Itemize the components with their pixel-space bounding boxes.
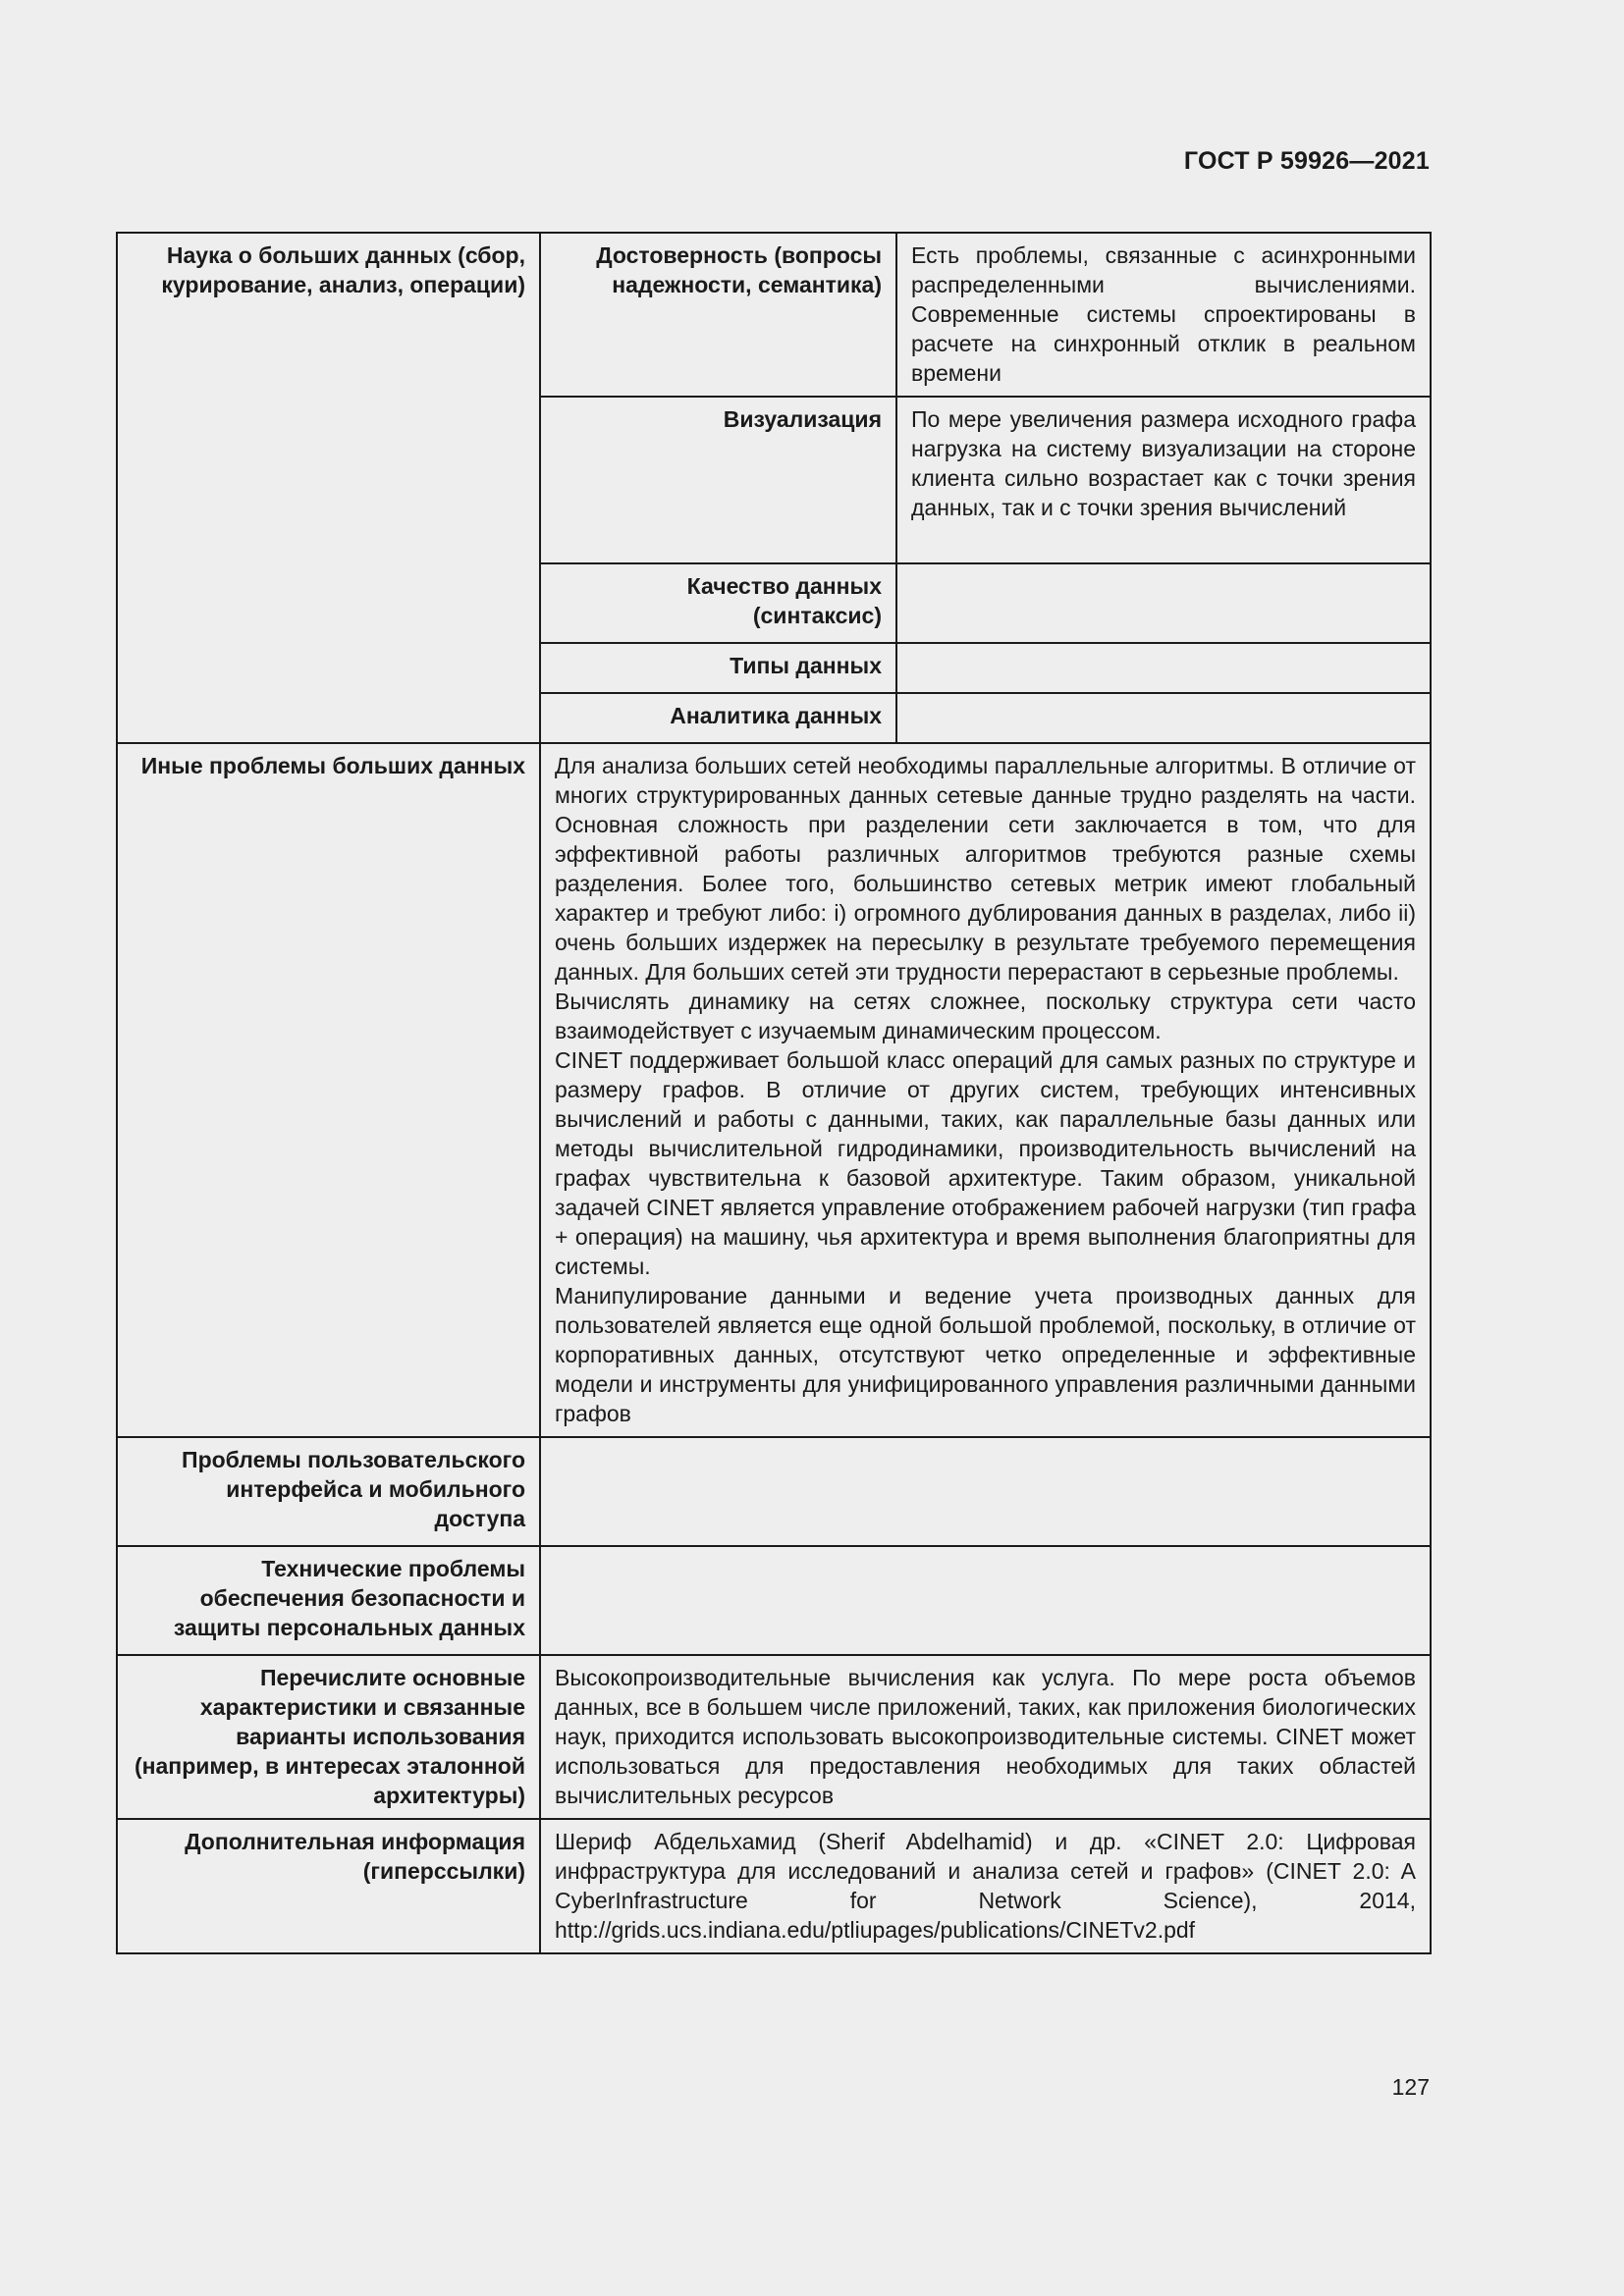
section-label-ui-mobile: Проблемы пользовательского интерфейса и мобильного доступа (117, 1437, 540, 1546)
paragraph: CINET поддерживает большой класс операций для самых разных по структуре и размеру графов. В отличие от других систем, требующих интенсивных вычислений и работы с данными, таких, как параллельные базы данных или методы вычислительной гидродинамики, производительность вычислений на графах чувствительна к базовой архитектуре. Таким образом, уникальной задачей CINET является управление отображением рабочей нагрузки (тип графа + операция) на машину, чья архитектура и время выполнения благоприятны для системы. (555, 1047, 1416, 1279)
paragraph: Манипулирование данными и ведение учета производных данных для пользователей является еще одной большой проблемой, поскольку, в отличие от корпоративных данных, отсутствуют четко определенные и эффективные модели и инструменты для унифицированного управления различными данными графов (555, 1283, 1416, 1426)
sub-label-data-types: Типы данных (540, 643, 896, 693)
paragraph: Вычислять динамику на сетях сложнее, поскольку структура сети часто взаимодействует с изучаемым динамическим процессом. (555, 988, 1416, 1043)
section-label-big-data-science: Наука о больших данных (сбор, курирование, анализ, операции) (117, 233, 540, 743)
sub-label-data-analytics: Аналитика данных (540, 693, 896, 743)
page-number: 127 (1391, 2074, 1430, 2100)
other-problems-text (540, 743, 1431, 1437)
use-case-table (116, 232, 1432, 1954)
section-label-characteristics: Перечислите основные характеристики и связанные варианты использования (например, в интересах эталонной архитектуры) (117, 1655, 540, 1819)
value-data-types (896, 643, 1431, 693)
table-row (117, 1437, 1431, 1546)
sub-label-veracity: Достоверность (вопросы надежности, семантика) (540, 233, 896, 397)
table-row (117, 1655, 1431, 1819)
document-code: ГОСТ Р 59926—2021 (1183, 147, 1430, 175)
table-row (117, 233, 1431, 397)
section-label-security: Технические проблемы обеспечения безопасности и защиты персональных данных (117, 1546, 540, 1655)
table-row (117, 743, 1431, 1437)
value-security (540, 1546, 1431, 1655)
table-row (117, 1819, 1431, 1953)
section-label-other-problems: Иные проблемы больших данных (117, 743, 540, 1437)
value-visualization: По мере увеличения размера исходного графа нагрузка на систему визуализации на стороне клиента сильно возрастает как с точки зрения данных, так и с точки зрения вычислений (896, 397, 1431, 563)
sub-label-data-quality: Качество данных (синтаксис) (540, 563, 896, 643)
value-data-analytics (896, 693, 1431, 743)
value-ui-mobile (540, 1437, 1431, 1546)
table-row (117, 1546, 1431, 1655)
value-data-quality (896, 563, 1431, 643)
value-veracity: Есть проблемы, связанные с асинхронными распределенными вычислениями. Современные системы спроектированы в расчете на синхронный отклик в реальном времени (896, 233, 1431, 397)
value-additional-info: Шериф Абдельхамид (Sherif Abdelhamid) и др. «CINET 2.0: Цифровая инфраструктура для исследований и анализа сетей и графов» (CINET 2.0: A CyberInfrastructure for Network Science), 2014, http://grids.ucs.indiana.edu/ptliupages/publications/CINETv2.pdf (540, 1819, 1431, 1953)
paragraph: Для анализа больших сетей необходимы параллельные алгоритмы. В отличие от многих структурированных данных сетевые данные трудно разделять на части. Основная сложность при разделении сети заключается в том, что для эффективной работы различных алгоритмов требуются разные схемы разделения. Более того, большинство сетевых метрик имеют глобальный характер и требуют либо: i) огромного дублирования данных в разделах, либо ii) очень больших издержек на пересылку в результате требуемого перемещения данных. Для больших сетей эти трудности перерастают в серьезные проблемы. (555, 753, 1416, 985)
sub-label-visualization: Визуализация (540, 397, 896, 563)
section-label-additional-info: Дополнительная информация (гиперссылки) (117, 1819, 540, 1953)
value-characteristics: Высокопроизводительные вычисления как услуга. По мере роста объемов данных, все в большем числе приложений, таких, как приложения биологических наук, приходится использовать высокопроизводительные системы. CINET может использоваться для предоставления необходимых для таких областей вычислительных ресурсов (540, 1655, 1431, 1819)
